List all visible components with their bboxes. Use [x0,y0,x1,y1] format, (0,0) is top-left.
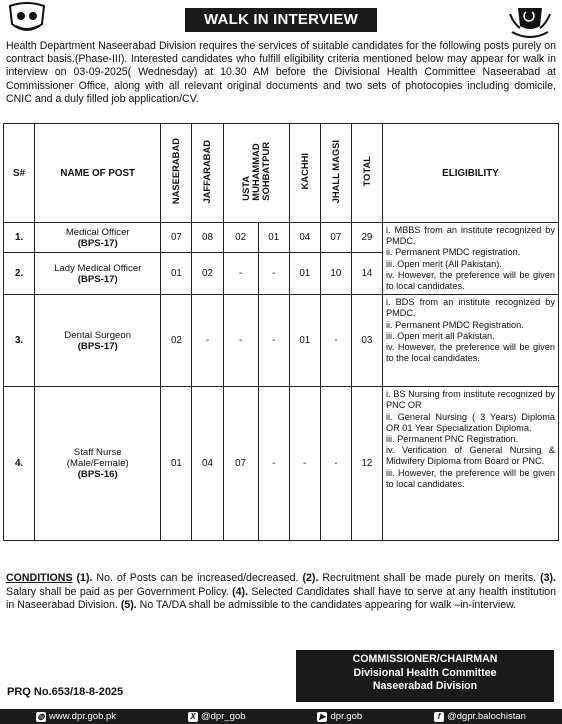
row-sn: 3. [4,295,35,387]
row-post: Medical Officer (BPS-17) [35,223,161,253]
cell-jaffarabad: 08 [192,223,223,253]
conditions-paragraph [6,572,556,613]
eligibility-item: ii. Permanent PMDC registration. [385,247,521,258]
header-post: NAME OF POST [35,124,161,223]
footer-website[interactable]: ◍ www.dpr.gob.pk [37,711,117,722]
cell-jhall-magsi: 07 [320,223,351,253]
signature-division: Naseerabad Division [372,680,478,692]
cell-usta: 07 [223,387,258,541]
conditions-label: CONDITIONS [6,572,73,584]
cell-jaffarabad: 04 [192,387,223,541]
header [0,0,562,40]
cell-jaffarabad: - [192,295,223,387]
cell-eligibility [382,295,558,387]
condition-number: (5). [120,599,137,611]
header-sn: S# [4,124,35,223]
eligibility-item: i. BDS from an institute recognized by PMDC. [385,297,555,319]
balochistan-emblem-icon [6,2,48,36]
row-post: Lady Medical Officer (BPS-17) [35,253,161,295]
condition-text: No TA/DA shall be admissible to the candidates appearing for walk –in-interview. [136,599,517,611]
signature-title: COMMISSIONER/CHAIRMAN [352,653,498,665]
eligibility-item: iv. However, the preference will be given to local candidates. [385,269,555,292]
condition-text: No. of Posts can be increased/decreased. [92,572,303,584]
cell-naseerabad: 02 [161,295,192,387]
cell-kachhi: - [289,387,320,541]
cell-total: 12 [351,387,382,541]
facebook-icon: f [434,712,444,722]
signature-block [296,650,554,702]
cell-naseerabad: 01 [161,253,192,295]
globe-icon: ◍ [37,711,45,721]
footer-facebook[interactable]: f @dgpr.balochistan [434,709,526,724]
cell-jhall-magsi: 10 [320,253,351,295]
condition-number: (4). [232,585,249,598]
cell-eligibility [382,223,558,295]
cell-kachhi: 04 [289,223,320,253]
eligibility-item: i. BS Nursing from institute recognized by PNC OR [385,389,555,411]
eligibility-item: ii. Permanent PMDC Registration. [385,319,524,330]
header-kachhi: KACHHI [289,124,320,223]
condition-number: (1). [76,572,93,584]
cell-kachhi: 01 [289,253,320,295]
footer-youtube[interactable]: ▶ dpr.gob [319,711,363,722]
cell-sohbatpur: - [258,253,289,295]
cell-naseerabad: 07 [161,223,192,253]
page-title: WALK IN INTERVIEW [185,8,377,32]
footer-bar [0,709,562,724]
row-sn: 2. [4,253,35,295]
condition-text: Recruitment shall be made purely on merits. [318,572,541,584]
posts-table [3,123,559,541]
footer-x-handle[interactable]: X @dpr_gob [188,709,246,724]
condition-number: (2). [302,572,319,584]
cell-total: 03 [351,295,382,387]
eligibility-item: i. MBBS from an institute recognized by PMDC. [385,225,555,247]
signature-committee: Divisional Health Committee [353,666,497,679]
header-jhall-magsi: JHALL MAGSI [320,124,351,223]
condition-text: Selected Candidates shall have to serve at any health institution in Naseerabad Division. [6,585,556,611]
row-sn: 1. [4,223,35,253]
prq-number: PRQ No.653/18-8-2025 [7,686,124,698]
cell-jhall-magsi: - [320,295,351,387]
row-post: Staff Nurse (Male/Female) (BPS-16) [35,387,161,541]
intro-paragraph: Health Department Naseerabad Division requires the services of suitable candidates for the following posts purely on contract basis.(Phase-III). Interested candidates who fulfill eligibility criteria mentioned below may appear for walk in interview on 03-09-2025( Wednesday) at 10.30 AM before the Divisional Health Committee Naseerabad at Commissioner Office, along with all relevant original documents and two sets of photocopies including domicile, CNIC and a duly filled job application/CV. [6,40,556,105]
youtube-icon: ▶ [319,711,326,721]
eligibility-item: iv. However, the preference will be given to the local candidates. [385,342,555,364]
cell-kachhi: 01 [289,295,320,387]
cell-total: 14 [351,253,382,295]
x-twitter-icon: X [188,712,198,722]
eligibility-item: iv. Verification of General Nursing & Midwifery Diploma from Board or PNC. [385,445,555,467]
header-naseerabad: NASEERABAD [161,124,192,223]
header-eligibility: ELIGIBILITY [382,124,558,223]
header-usta-sohbatpur: USTA MUHAMMAD SOHBATPUR [223,124,289,223]
cell-usta: 02 [223,223,258,253]
cell-jhall-magsi: - [320,387,351,541]
eligibility-item: iii. Open merit (All Pakistan). [385,258,502,269]
cell-naseerabad: 01 [161,387,192,541]
condition-text: Salary shall be paid as per Government Policy. [6,585,233,598]
eligibility-item: iii. Permanent PNC Registration. [385,434,519,445]
row-sn: 4. [4,387,35,541]
row-post: Dental Surgeon (BPS-17) [35,295,161,387]
cell-sohbatpur: - [258,387,289,541]
table-row [4,223,559,253]
eligibility-item: iii. Open merit all Pakistan. [385,330,495,341]
cell-usta: - [223,253,258,295]
table-row [4,295,559,387]
header-jaffarabad: JAFFARABAD [192,124,223,223]
cell-total: 29 [351,223,382,253]
table-row [4,387,559,541]
cell-usta: - [223,295,258,387]
eligibility-item: ii. General Nursing ( 3 Years) Diploma OR 01 Year Specialization Diploma. [385,411,555,433]
pakistan-emblem-icon [506,2,554,38]
condition-number: (3). [540,572,556,584]
cell-eligibility [382,387,558,541]
header-total: TOTAL [351,124,382,223]
cell-sohbatpur: 01 [258,223,289,253]
cell-jaffarabad: 02 [192,253,223,295]
cell-sohbatpur: - [258,295,289,387]
eligibility-item: iii. However, the preference will be given to local candidates. [385,467,555,489]
table-header-row [4,124,559,223]
